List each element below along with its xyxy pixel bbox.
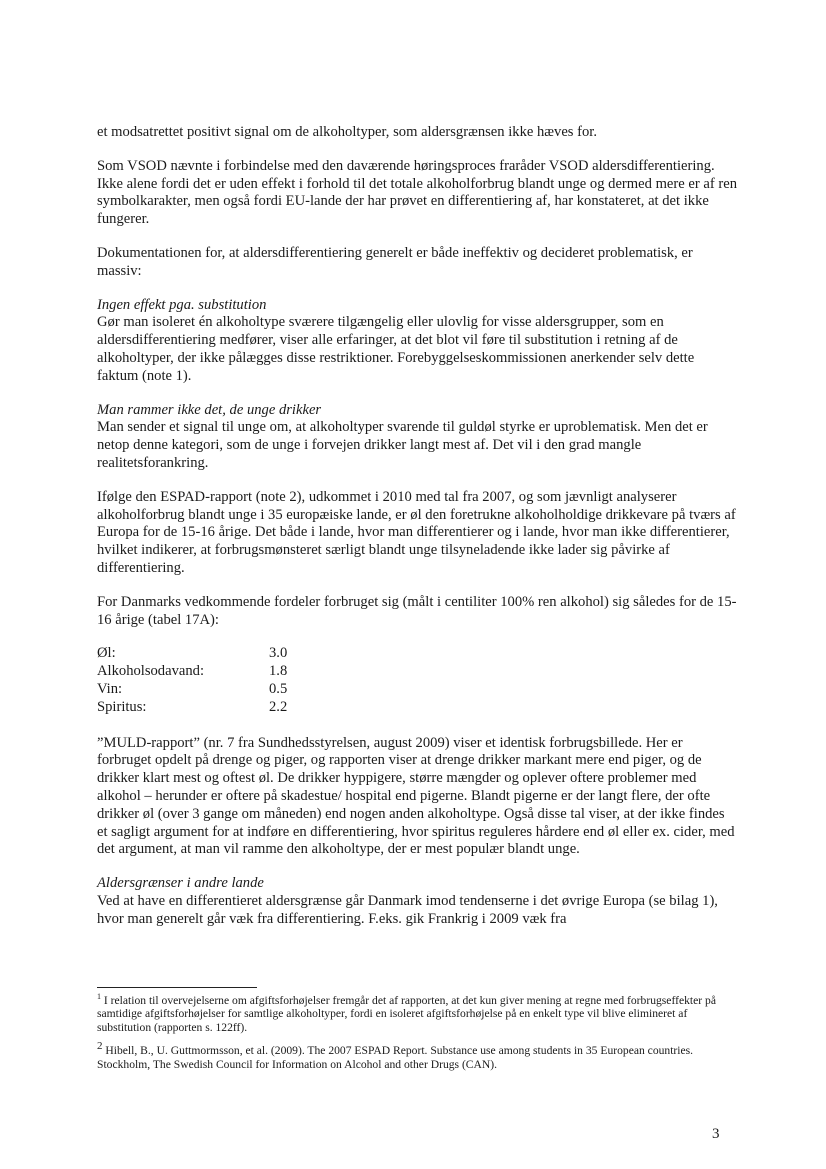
paragraph: ”MULD-rapport” (nr. 7 fra Sundhedsstyrelsen, august 2009) viser et identisk forbrugsbillede. Her er forbruget opdelt på drenge og piger, og rapporten viser at drenge drikker markant mere end piger, og de drikker klart mest og oftest øl. De drikker hyppigere, større mængder og oplever oftere problemer med alkohol – herunder er oftere på skadestue/ hospital end pigerne. Blandt pigerne er der langt flere, der ofte drikker øl (over 3 gange om måneden) end nogen anden alkoholtype. Også disse tal viser, at der ikke findes et sagligt argument for at indføre en differentiering, hvor spiritus reguleres hårdere end øl eller ex. cider, med det argument, at man vil ramme den alkoholtype, der er mest populær blandt unge.	[97, 734, 735, 858]
section-heading: Aldersgrænser i andre lande	[97, 875, 264, 892]
footnote-marker: 1	[97, 992, 101, 1002]
table-label: Vin:	[97, 680, 123, 697]
table-label: Alkoholsodavand:	[97, 663, 205, 680]
section-heading: Ingen effekt pga. substitution	[97, 296, 267, 313]
table-value: 0.5	[269, 680, 288, 697]
consumption-table	[97, 645, 737, 716]
paragraph: Dokumentationen for, at aldersdifferentiering generelt er både ineffektiv og decideret problematisk, er massiv:	[97, 244, 693, 279]
footnote-divider	[97, 987, 257, 988]
table-row	[97, 699, 737, 717]
paragraph: For Danmarks vedkommende fordeler forbruget sig (målt i centiliter 100% ren alkohol) sig således for de 15-16 årige (tabel 17A):	[97, 593, 737, 628]
table-row	[97, 645, 737, 663]
section-body: Gør man isoleret én alkoholtype sværere tilgængelig eller ulovlig for visse aldersgrupper, som en aldersdifferentiering medfører, viser alle erfaringer, at det blot vil føre til substitution i retning af de alkoholtyper, der ikke pålægges disse restriktioner. Forebyggelseskommissionen anerkender selv dette faktum (note 1).	[97, 314, 695, 384]
section-other-countries	[97, 875, 737, 928]
table-value: 1.8	[269, 663, 288, 680]
section-heading: Man rammer ikke det, de unge drikker	[97, 401, 322, 418]
footnote-2	[97, 1040, 737, 1071]
body-text	[97, 124, 737, 944]
section-youth-drinking	[97, 402, 737, 473]
table-label: Spiritus:	[97, 698, 147, 715]
table-value: 2.2	[269, 698, 288, 715]
paragraph: Ifølge den ESPAD-rapport (note 2), udkommet i 2010 med tal fra 2007, og som jævnligt analyserer alkoholforbrug blandt unge i 35 europæiske lande, er øl den foretrukne alkoholholdige drikkevare på tværs af Europa for de 15-16 årige. Det både i lande, hvor man differentierer og i lande, hvor man ikke differentierer, hvilket indikerer, at forbrugsmønsteret særligt blandt unge tilsyneladende ikke lader sig påvirke af differentiering.	[97, 488, 736, 576]
page-number: 3	[712, 1126, 720, 1142]
table-value: 3.0	[269, 645, 288, 662]
table-label: Øl:	[97, 645, 116, 662]
paragraph: Som VSOD nævnte i forbindelse med den daværende høringsproces fraråder VSOD aldersdifferentiering. Ikke alene fordi det er uden effekt i forhold til det totale alkoholforbrug blandt unge og dermed mere er af ren symbolkarakter, men også fordi EU-lande der har prøvet en differentiering af, har konstateret, at det ikke fungerer.	[97, 157, 737, 228]
table-row	[97, 681, 737, 699]
footnote-text: Hibell, B., U. Guttmormsson, et al. (2009). The 2007 ESPAD Report. Substance use among students in 35 European countries. Stockholm, The Swedish Council for Information on Alcohol and other Drugs (CAN).	[97, 1044, 694, 1071]
section-substitution	[97, 297, 737, 386]
footnote-marker: 2	[97, 1040, 103, 1053]
table-row	[97, 663, 737, 681]
footnotes	[97, 987, 737, 1081]
section-body: Ved at have en differentieret aldersgrænse går Danmark imod tendenserne i det øvrige Europa (se bilag 1), hvor man generelt går væk fra differentiering. F.eks. gik Frankrig i 2009 væk fra	[97, 892, 718, 927]
footnote-text: I relation til overvejelserne om afgiftsforhøjelser fremgår det af rapporten, at det kun giver mening at regne med forbrugseffekter på samtidige afgiftsforhøjelser for samtlige alkoholtyper, fordi en isoleret afgiftsforhøjelse på en enkelt type vil blive elimineret af substitution (rapporten s. 122ff).	[97, 994, 716, 1034]
footnote-1	[97, 994, 737, 1034]
section-body: Man sender et signal til unge om, at alkoholtyper svarende til guldøl styrke er uproblematisk. Men det er netop denne kategori, som de unge i forvejen drikker langt mest af. Det vil i den grad mangle realitetsforankring.	[97, 419, 708, 471]
paragraph: et modsatrettet positivt signal om de alkoholtyper, som aldersgrænsen ikke hæves for.	[97, 124, 597, 140]
